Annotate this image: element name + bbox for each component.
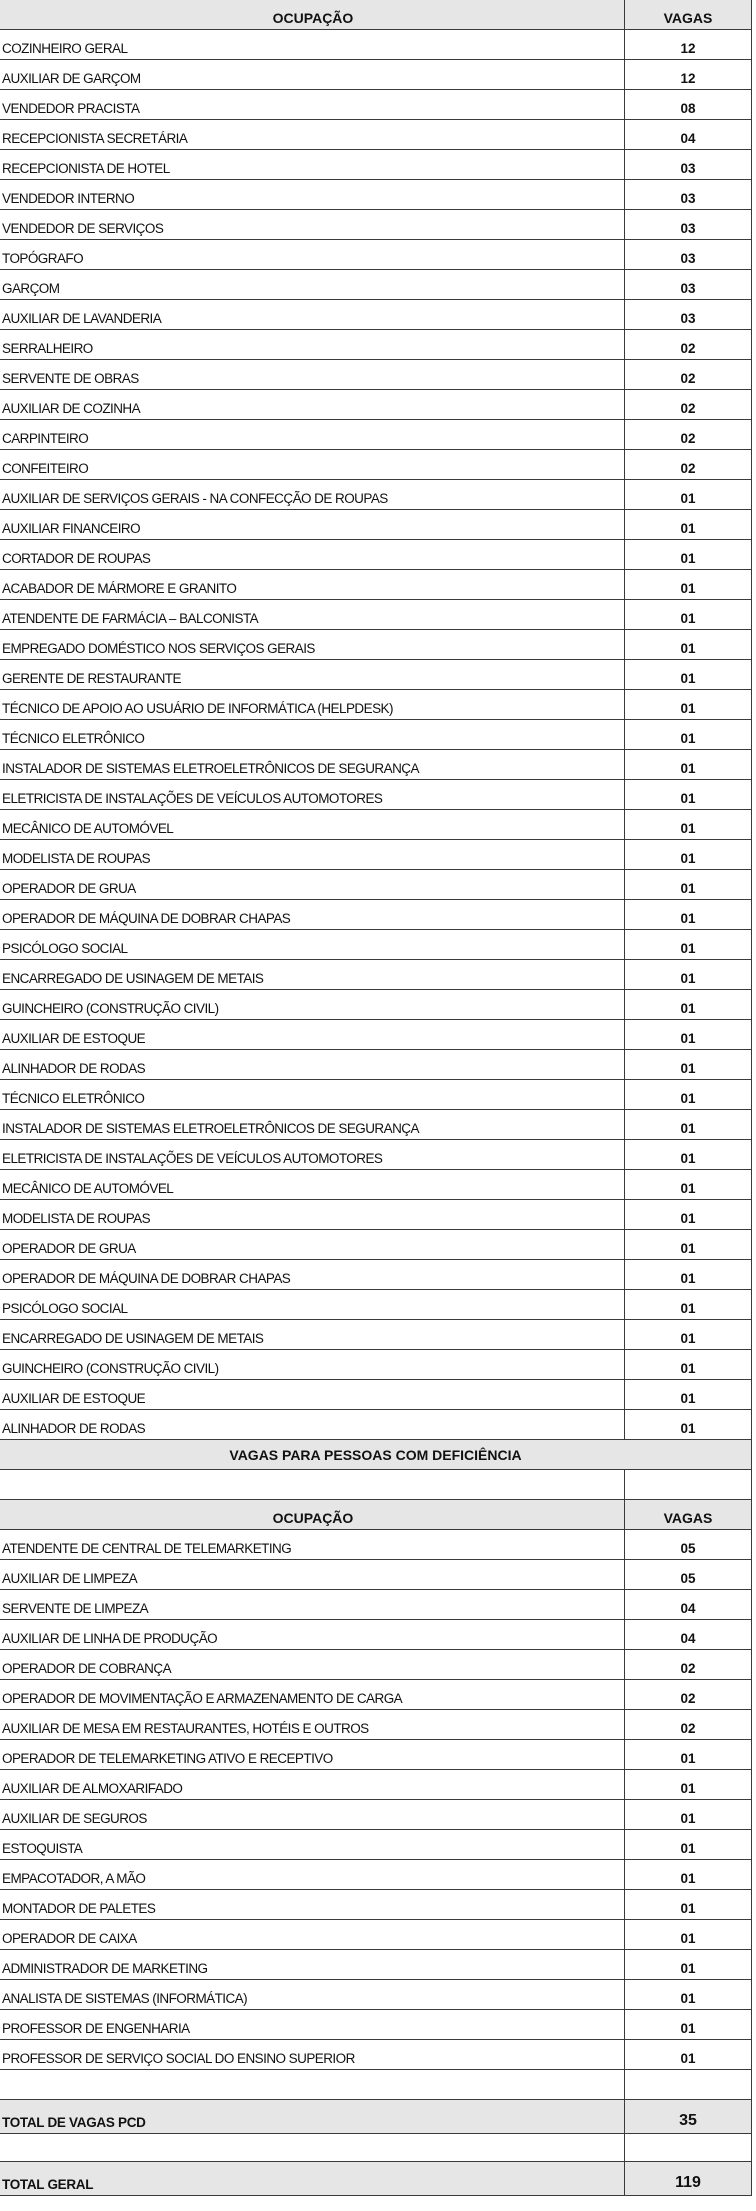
occupation-cell: TOPÓGRAFO	[0, 240, 625, 269]
vacancies-cell: 03	[680, 281, 696, 296]
vacancies-cell: 01	[680, 521, 696, 536]
vacancies-cell: 12	[680, 41, 696, 56]
vacancies-cell: 03	[680, 311, 696, 326]
occupation-cell: OPERADOR DE TELEMARKETING ATIVO E RECEPTIVO	[0, 1740, 625, 1769]
occupation-cell: GERENTE DE RESTAURANTE	[0, 660, 625, 689]
table-row	[0, 1170, 752, 1200]
occupation-cell: AUXILIAR DE GARÇOM	[0, 60, 625, 89]
vacancies-cell: 01	[680, 1241, 696, 1256]
table-row	[0, 420, 752, 450]
occupation-cell: EMPACOTADOR, A MÃO	[0, 1860, 625, 1889]
occupation-cell: OPERADOR DE MOVIMENTAÇÃO E ARMAZENAMENTO DE CARGA	[0, 1680, 625, 1709]
table-row	[0, 840, 752, 870]
vacancies-header: VAGAS	[663, 10, 713, 26]
vacancies-cell: 01	[680, 1061, 696, 1076]
vacancies-cell: 02	[680, 1721, 696, 1736]
occupation-cell: AUXILIAR DE SERVIÇOS GERAIS - NA CONFECÇÃO DE ROUPAS	[0, 480, 625, 509]
occupation-cell: MODELISTA DE ROUPAS	[0, 1200, 625, 1229]
occupation-cell: ACABADOR DE MÁRMORE E GRANITO	[0, 570, 625, 599]
table-row	[0, 600, 752, 630]
vacancies-cell: 02	[680, 371, 696, 386]
occupation-cell: CARPINTEIRO	[0, 420, 625, 449]
table-row	[0, 960, 752, 990]
table-row	[0, 1290, 752, 1320]
occupation-cell: PSICÓLOGO SOCIAL	[0, 930, 625, 959]
pcd-vacancies-header: VAGAS	[663, 1510, 713, 1526]
table-row	[0, 390, 752, 420]
occupation-cell: TÉCNICO ELETRÔNICO	[0, 1080, 625, 1109]
table-row	[0, 870, 752, 900]
table-row	[0, 180, 752, 210]
vacancies-cell: 03	[680, 161, 696, 176]
occupation-cell: ANALISTA DE SISTEMAS (INFORMÁTICA)	[0, 1980, 625, 2009]
vacancies-cell: 01	[680, 1361, 696, 1376]
occupation-cell: PROFESSOR DE ENGENHARIA	[0, 2010, 625, 2039]
pcd-occupation-header: OCUPAÇÃO	[0, 1500, 625, 1529]
vacancies-cell: 03	[680, 251, 696, 266]
occupation-cell: MONTADOR DE PALETES	[0, 1890, 625, 1919]
vacancies-cell: 01	[680, 971, 696, 986]
blank-row	[0, 2134, 752, 2162]
table-row	[0, 1830, 752, 1860]
table-row	[0, 120, 752, 150]
occupation-cell: AUXILIAR DE ESTOQUE	[0, 1020, 625, 1049]
occupation-cell: OPERADOR DE MÁQUINA DE DOBRAR CHAPAS	[0, 1260, 625, 1289]
vacancies-cell: 02	[680, 401, 696, 416]
occupation-cell: MODELISTA DE ROUPAS	[0, 840, 625, 869]
vacancies-cell: 01	[680, 551, 696, 566]
vacancies-cell: 01	[680, 1991, 696, 2006]
vacancies-cell: 01	[680, 1031, 696, 1046]
occupation-cell: VENDEDOR INTERNO	[0, 180, 625, 209]
occupation-cell: SERRALHEIRO	[0, 330, 625, 359]
occupation-cell: COZINHEIRO GERAL	[0, 30, 625, 59]
table-row	[0, 1020, 752, 1050]
vacancies-cell: 04	[680, 1631, 696, 1646]
occupation-header: OCUPAÇÃO	[0, 0, 625, 29]
vacancies-cell: 01	[680, 1151, 696, 1166]
occupation-cell: OPERADOR DE COBRANÇA	[0, 1650, 625, 1679]
occupation-cell: SERVENTE DE OBRAS	[0, 360, 625, 389]
table-row	[0, 1920, 752, 1950]
pcd-total-value: 35	[679, 2112, 697, 2129]
table-row	[0, 1680, 752, 1710]
table-row	[0, 1080, 752, 1110]
table-row	[0, 720, 752, 750]
table-row	[0, 1560, 752, 1590]
table-row	[0, 660, 752, 690]
vacancies-cell: 01	[680, 2021, 696, 2036]
occupation-cell: AUXILIAR DE SEGUROS	[0, 1800, 625, 1829]
occupation-cell: ESTOQUISTA	[0, 1830, 625, 1859]
table-row	[0, 360, 752, 390]
occupation-cell: CORTADOR DE ROUPAS	[0, 540, 625, 569]
occupation-cell: ENCARREGADO DE USINAGEM DE METAIS	[0, 1320, 625, 1349]
vacancies-cell: 01	[680, 1301, 696, 1316]
table-row	[0, 630, 752, 660]
occupation-cell: OPERADOR DE GRUA	[0, 870, 625, 899]
vacancies-cell: 01	[680, 641, 696, 656]
occupation-cell: ALINHADOR DE RODAS	[0, 1410, 625, 1439]
vacancies-cell: 01	[680, 881, 696, 896]
vacancies-cell: 01	[680, 1091, 696, 1106]
occupation-cell: GARÇOM	[0, 270, 625, 299]
table-row	[0, 270, 752, 300]
occupation-cell: AUXILIAR DE LIMPEZA	[0, 1560, 625, 1589]
table-row	[0, 510, 752, 540]
table-row	[0, 1800, 752, 1830]
occupation-cell: AUXILIAR DE COZINHA	[0, 390, 625, 419]
table-row	[0, 1200, 752, 1230]
table-row	[0, 1350, 752, 1380]
table-body	[0, 30, 752, 1440]
table-row	[0, 1260, 752, 1290]
occupation-cell: CONFEITEIRO	[0, 450, 625, 479]
table-row	[0, 810, 752, 840]
occupation-cell: AUXILIAR DE ESTOQUE	[0, 1380, 625, 1409]
occupation-cell: MECÂNICO DE AUTOMÓVEL	[0, 810, 625, 839]
vacancies-cell: 01	[680, 1211, 696, 1226]
occupation-cell: VENDEDOR DE SERVIÇOS	[0, 210, 625, 239]
occupation-cell: INSTALADOR DE SISTEMAS ELETROELETRÔNICOS DE SEGURANÇA	[0, 750, 625, 779]
vacancies-cell: 05	[680, 1571, 696, 1586]
table-row	[0, 330, 752, 360]
table-row	[0, 90, 752, 120]
occupation-cell: MECÂNICO DE AUTOMÓVEL	[0, 1170, 625, 1199]
vacancies-cell: 01	[680, 911, 696, 926]
table-row	[0, 1590, 752, 1620]
vacancies-cell: 01	[680, 1751, 696, 1766]
table-row	[0, 930, 752, 960]
vacancies-cell: 01	[680, 1961, 696, 1976]
occupation-cell: VENDEDOR PRACISTA	[0, 90, 625, 119]
table-row	[0, 60, 752, 90]
vacancies-cell: 03	[680, 221, 696, 236]
occupation-cell: ELETRICISTA DE INSTALAÇÕES DE VEÍCULOS AUTOMOTORES	[0, 1140, 625, 1169]
table-row	[0, 2040, 752, 2070]
occupation-cell: AUXILIAR FINANCEIRO	[0, 510, 625, 539]
pcd-table-body	[0, 1530, 752, 2070]
occupation-cell: OPERADOR DE MÁQUINA DE DOBRAR CHAPAS	[0, 900, 625, 929]
occupation-cell: AUXILIAR DE LAVANDERIA	[0, 300, 625, 329]
blank-row	[0, 1470, 752, 1500]
table-row	[0, 1650, 752, 1680]
occupation-cell: ADMINISTRADOR DE MARKETING	[0, 1950, 625, 1979]
table-row	[0, 1410, 752, 1440]
table-row	[0, 1320, 752, 1350]
vacancies-cell: 02	[680, 431, 696, 446]
occupation-cell: PSICÓLOGO SOCIAL	[0, 1290, 625, 1319]
vacancies-cell: 12	[680, 71, 696, 86]
vacancies-cell: 01	[680, 1901, 696, 1916]
vacancies-cell: 01	[680, 611, 696, 626]
vacancies-cell: 05	[680, 1541, 696, 1556]
table-row	[0, 570, 752, 600]
vacancies-cell: 04	[680, 1601, 696, 1616]
vacancies-cell: 01	[680, 821, 696, 836]
table-row	[0, 1110, 752, 1140]
vacancies-cell: 02	[680, 1661, 696, 1676]
vacancies-cell: 01	[680, 1331, 696, 1346]
table-row	[0, 1860, 752, 1890]
occupation-cell: TÉCNICO DE APOIO AO USUÁRIO DE INFORMÁTICA (HELPDESK)	[0, 690, 625, 719]
table-row	[0, 1890, 752, 1920]
table-row	[0, 150, 752, 180]
occupation-cell: OPERADOR DE GRUA	[0, 1230, 625, 1259]
occupation-cell: RECEPCIONISTA SECRETÁRIA	[0, 120, 625, 149]
vacancies-cell: 01	[680, 941, 696, 956]
blank-row	[0, 2070, 752, 2100]
vacancies-cell: 01	[680, 1271, 696, 1286]
table-row	[0, 1530, 752, 1560]
occupation-cell: ATENDENTE DE CENTRAL DE TELEMARKETING	[0, 1530, 625, 1559]
vacancies-cell: 01	[680, 731, 696, 746]
table-row	[0, 750, 752, 780]
table-row	[0, 1740, 752, 1770]
occupation-cell: EMPREGADO DOMÉSTICO NOS SERVIÇOS GERAIS	[0, 630, 625, 659]
vacancies-cell: 02	[680, 1691, 696, 1706]
table-row	[0, 210, 752, 240]
table-row	[0, 300, 752, 330]
vacancies-cell: 01	[680, 1121, 696, 1136]
occupation-cell: TÉCNICO ELETRÔNICO	[0, 720, 625, 749]
vacancies-cell: 01	[680, 1421, 696, 1436]
table-row	[0, 1140, 752, 1170]
grand-total-label: TOTAL GERAL	[0, 2162, 625, 2195]
table-row	[0, 990, 752, 1020]
vacancies-cell: 01	[680, 791, 696, 806]
grand-total-value: 119	[675, 2174, 701, 2191]
occupation-cell: GUINCHEIRO (CONSTRUÇÃO CIVIL)	[0, 990, 625, 1019]
vacancies-cell: 02	[680, 461, 696, 476]
vacancies-cell: 01	[680, 1841, 696, 1856]
table-row	[0, 1980, 752, 2010]
occupation-cell: PROFESSOR DE SERVIÇO SOCIAL DO ENSINO SUPERIOR	[0, 2040, 625, 2069]
vacancies-cell: 01	[680, 671, 696, 686]
vacancies-cell: 08	[680, 101, 696, 116]
table-row	[0, 1380, 752, 1410]
occupation-cell: AUXILIAR DE MESA EM RESTAURANTES, HOTÉIS E OUTROS	[0, 1710, 625, 1739]
table-row	[0, 1950, 752, 1980]
table-row	[0, 690, 752, 720]
table-row	[0, 540, 752, 570]
occupation-cell: ENCARREGADO DE USINAGEM DE METAIS	[0, 960, 625, 989]
vacancies-cell: 01	[680, 491, 696, 506]
occupation-cell: ATENDENTE DE FARMÁCIA – BALCONISTA	[0, 600, 625, 629]
vacancies-cell: 01	[680, 1181, 696, 1196]
vacancies-cell: 01	[680, 1781, 696, 1796]
table-row	[0, 780, 752, 810]
vacancies-cell: 01	[680, 1811, 696, 1826]
occupation-cell: RECEPCIONISTA DE HOTEL	[0, 150, 625, 179]
vacancies-cell: 01	[680, 761, 696, 776]
table-row	[0, 1050, 752, 1080]
vacancies-cell: 01	[680, 581, 696, 596]
vacancies-cell: 03	[680, 191, 696, 206]
table-row	[0, 240, 752, 270]
vacancies-cell: 01	[680, 701, 696, 716]
table-row	[0, 1230, 752, 1260]
table-row	[0, 1620, 752, 1650]
vacancies-cell: 01	[680, 2051, 696, 2066]
table-header	[0, 0, 752, 30]
occupation-cell: AUXILIAR DE LINHA DE PRODUÇÃO	[0, 1620, 625, 1649]
vacancies-cell: 01	[680, 1391, 696, 1406]
occupation-cell: ALINHADOR DE RODAS	[0, 1050, 625, 1079]
pcd-section-title: VAGAS PARA PESSOAS COM DEFICIÊNCIA	[0, 1440, 752, 1470]
table-row	[0, 450, 752, 480]
pcd-total-row	[0, 2100, 752, 2134]
occupation-cell: ELETRICISTA DE INSTALAÇÕES DE VEÍCULOS AUTOMOTORES	[0, 780, 625, 809]
table-row	[0, 480, 752, 510]
pcd-total-label: TOTAL DE VAGAS PCD	[0, 2100, 625, 2133]
vacancies-cell: 01	[680, 1871, 696, 1886]
vacancies-cell: 01	[680, 1931, 696, 1946]
vacancies-cell: 02	[680, 341, 696, 356]
vacancies-cell: 01	[680, 1001, 696, 1016]
occupation-cell: INSTALADOR DE SISTEMAS ELETROELETRÔNICOS DE SEGURANÇA	[0, 1110, 625, 1139]
occupation-cell: AUXILIAR DE ALMOXARIFADO	[0, 1770, 625, 1799]
occupation-cell: OPERADOR DE CAIXA	[0, 1920, 625, 1949]
grand-total-row	[0, 2162, 752, 2196]
table-row	[0, 1770, 752, 1800]
occupation-cell: SERVENTE DE LIMPEZA	[0, 1590, 625, 1619]
vacancies-cell: 01	[680, 851, 696, 866]
table-row	[0, 1710, 752, 1740]
table-row	[0, 2010, 752, 2040]
vacancies-cell: 04	[680, 131, 696, 146]
occupation-cell: GUINCHEIRO (CONSTRUÇÃO CIVIL)	[0, 1350, 625, 1379]
table-row	[0, 30, 752, 60]
table-row	[0, 900, 752, 930]
pcd-table-header	[0, 1500, 752, 1530]
